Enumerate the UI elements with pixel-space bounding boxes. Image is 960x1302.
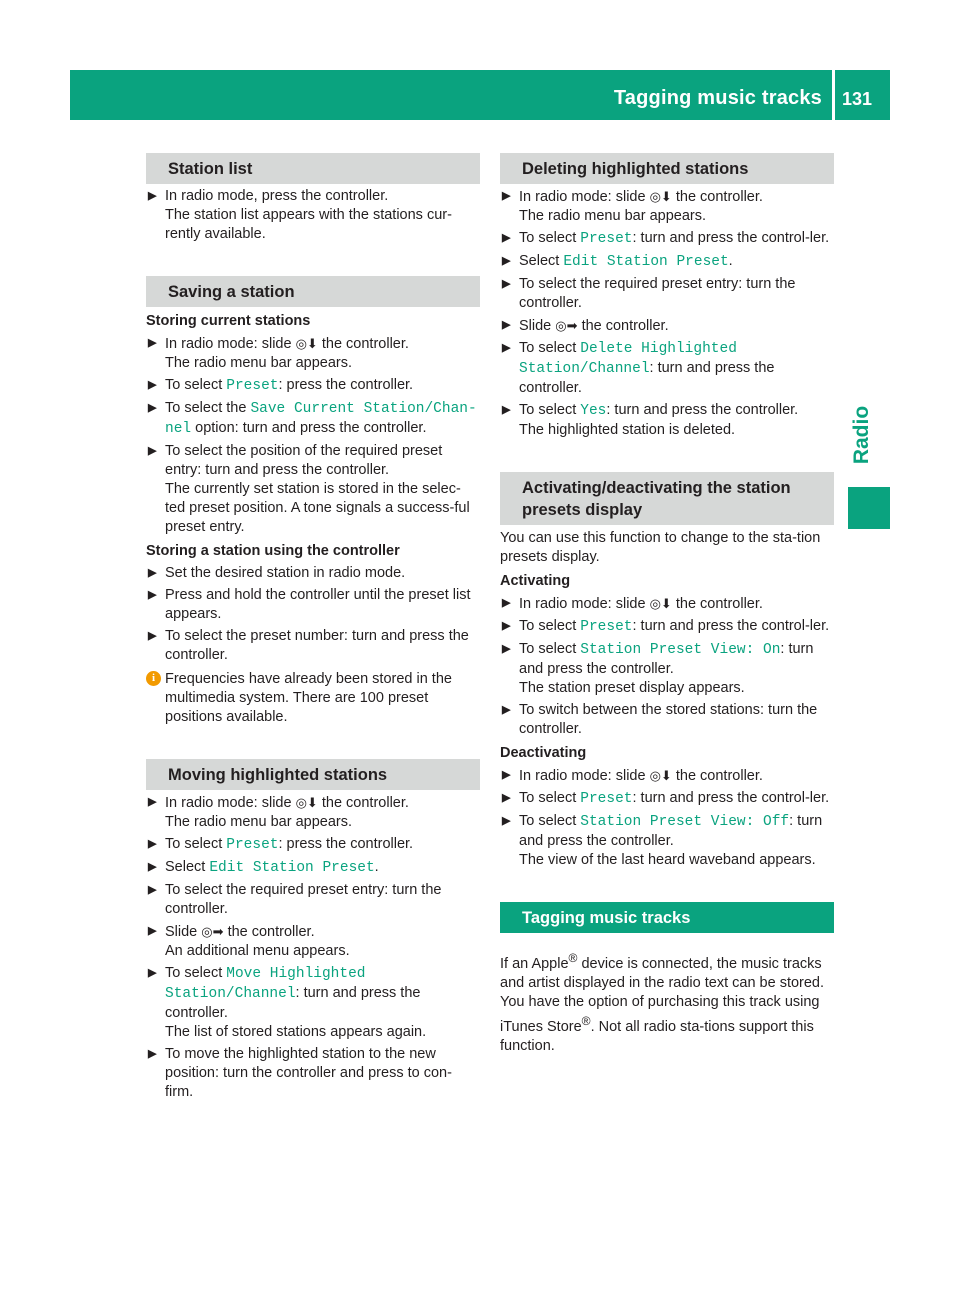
subheading: Deactivating bbox=[500, 745, 587, 761]
instruction-step: ▶ Set the desired station in radio mode. bbox=[148, 565, 406, 581]
step-arrow-icon: ▶ bbox=[148, 402, 157, 414]
side-tab-label: Radio bbox=[850, 405, 874, 465]
instruction-step: ▶ Press and hold the controller until the preset list appears. bbox=[148, 587, 471, 622]
step-arrow-icon: ▶ bbox=[502, 404, 511, 416]
step-arrow-icon: ▶ bbox=[148, 1048, 157, 1060]
page-title: Tagging music tracks bbox=[613, 87, 822, 109]
subheading: Activating bbox=[500, 573, 571, 589]
instruction-step: ▶ Slide ◎➡ the controller. An additional menu appears. bbox=[148, 924, 350, 959]
instruction-step: ▶ In radio mode: slide ◎⬇ the controller. The radio menu bar appears. bbox=[148, 795, 409, 830]
menu-item-text: Save Current Station/Chan-nel bbox=[165, 401, 477, 437]
menu-item-text: Move Highlighted Station/Channel bbox=[165, 966, 366, 1002]
instruction-step: ▶ To select the Save Current Station/Chan-nel option: turn and press the controller. bbox=[148, 400, 477, 437]
menu-item-text: Preset bbox=[580, 791, 633, 807]
step-arrow-icon: ▶ bbox=[502, 319, 511, 331]
instruction-step: ▶ In radio mode: slide ◎⬇ the controller. The radio menu bar appears. bbox=[148, 336, 409, 371]
step-arrow-icon: ▶ bbox=[502, 255, 511, 267]
instruction-step: ▶ Slide ◎➡ the controller. bbox=[502, 318, 669, 334]
menu-item-text: Preset bbox=[580, 231, 633, 247]
menu-item-text: Edit Station Preset bbox=[209, 860, 375, 876]
step-arrow-icon: ▶ bbox=[502, 597, 511, 609]
step-arrow-icon: ▶ bbox=[502, 704, 511, 716]
section-heading-moving: Moving highlighted stations bbox=[146, 759, 480, 790]
instruction-step: ▶ In radio mode: slide ◎⬇ the controller. bbox=[502, 596, 763, 612]
controller-slide-right-icon: ◎➡ bbox=[201, 924, 224, 939]
instruction-step: ▶ To select Station Preset View: On: turn and press the controller. The station preset display appears. bbox=[502, 641, 814, 696]
step-arrow-icon: ▶ bbox=[502, 278, 511, 290]
step-arrow-icon: ▶ bbox=[148, 796, 157, 808]
step-arrow-icon: ▶ bbox=[148, 861, 157, 873]
instruction-step: ▶ To select the required preset entry: turn the controller. bbox=[148, 882, 442, 917]
section-heading-saving: Saving a station bbox=[146, 276, 480, 307]
info-icon: i bbox=[146, 671, 161, 686]
instruction-step: ▶ To move the highlighted station to the new position: turn the controller and press to con-firm. bbox=[148, 1046, 452, 1100]
instruction-step: ▶ To select the required preset entry: turn the controller. bbox=[502, 276, 796, 311]
controller-slide-down-icon: ◎⬇ bbox=[295, 336, 318, 351]
instruction-step: ▶ To select Preset: press the controller. bbox=[148, 377, 414, 394]
instruction-step: ▶ To select Station Preset View: Off: turn and press the controller. The view of the last heard waveband appears. bbox=[502, 813, 823, 868]
info-note: i Frequencies have already been stored in the multimedia system. There are 100 preset positions available. bbox=[146, 670, 480, 727]
tagging-paragraph: If an Apple® device is connected, the music tracks and artist displayed in the radio text can be stored. You have the option of purchasing this track using iTunes Store®. Not all radio sta-tions support this function. bbox=[500, 951, 825, 1054]
step-arrow-icon: ▶ bbox=[148, 379, 157, 391]
menu-item-text: Edit Station Preset bbox=[563, 254, 729, 270]
instruction-step: ▶ Select Edit Station Preset. bbox=[148, 859, 379, 876]
step-arrow-icon: ▶ bbox=[148, 567, 157, 579]
step-arrow-icon: ▶ bbox=[148, 925, 157, 937]
section-heading-tagging: Tagging music tracks bbox=[500, 902, 834, 933]
menu-item-text: Station Preset View: On bbox=[580, 642, 781, 658]
step-arrow-icon: ▶ bbox=[148, 445, 157, 457]
instruction-step: ▶ To select Preset: turn and press the control-ler. bbox=[502, 230, 830, 247]
step-arrow-icon: ▶ bbox=[148, 630, 157, 642]
menu-item-text: Yes bbox=[580, 403, 607, 419]
instruction-step: ▶ To select Preset: turn and press the control-ler. bbox=[502, 790, 830, 807]
step-arrow-icon: ▶ bbox=[502, 232, 511, 244]
menu-item-text: Delete Highlighted Station/Channel bbox=[519, 341, 737, 377]
step-arrow-icon: ▶ bbox=[148, 190, 157, 202]
controller-slide-down-icon: ◎⬇ bbox=[649, 596, 672, 611]
instruction-step: ▶ To select Move Highlighted Station/Channel: turn and press the controller. The list of stored stations appears again. bbox=[148, 965, 427, 1040]
step-arrow-icon: ▶ bbox=[502, 792, 511, 804]
subheading: Storing current stations bbox=[146, 313, 311, 329]
section-heading-deleting: Deleting highlighted stations bbox=[500, 153, 834, 184]
step-arrow-icon: ▶ bbox=[502, 190, 511, 202]
step-arrow-icon: ▶ bbox=[148, 967, 157, 979]
controller-slide-down-icon: ◎⬇ bbox=[295, 795, 318, 810]
instruction-step: ▶ In radio mode: slide ◎⬇ the controller. The radio menu bar appears. bbox=[502, 189, 763, 224]
step-arrow-icon: ▶ bbox=[148, 589, 157, 601]
menu-item-text: Preset bbox=[580, 619, 633, 635]
instruction-step: ▶ To switch between the stored stations: turn the controller. bbox=[502, 702, 818, 737]
step-arrow-icon: ▶ bbox=[148, 337, 157, 349]
instruction-step: ▶ Select Edit Station Preset. bbox=[502, 253, 733, 270]
registered-mark: ® bbox=[568, 951, 578, 965]
subheading: Storing a station using the controller bbox=[146, 543, 400, 559]
side-tab bbox=[835, 395, 890, 475]
instruction-step: ▶ To select the preset number: turn and press the controller. bbox=[148, 628, 469, 663]
page-number: 131 bbox=[842, 89, 873, 109]
step-arrow-icon: ▶ bbox=[502, 620, 511, 632]
instruction-step: ▶ In radio mode, press the controller. The station list appears with the stations cur-rently available. bbox=[148, 188, 452, 242]
left-column bbox=[146, 153, 480, 1102]
controller-slide-right-icon: ◎➡ bbox=[555, 318, 578, 333]
section-heading-activating: Activating/deactivating the station presets display bbox=[500, 472, 834, 525]
right-column bbox=[500, 153, 834, 1056]
step-arrow-icon: ▶ bbox=[502, 643, 511, 655]
instruction-step: ▶ To select Preset: turn and press the control-ler. bbox=[502, 618, 830, 635]
registered-mark: ® bbox=[581, 1013, 591, 1028]
menu-item-text: Preset bbox=[226, 378, 279, 394]
instruction-step: ▶ In radio mode: slide ◎⬇ the controller. bbox=[502, 768, 763, 784]
intro-paragraph: You can use this function to change to the sta-tion presets display. bbox=[500, 530, 821, 565]
step-arrow-icon: ▶ bbox=[502, 342, 511, 354]
menu-item-text: Station Preset View: Off bbox=[580, 814, 790, 830]
step-arrow-icon: ▶ bbox=[502, 815, 511, 827]
step-arrow-icon: ▶ bbox=[502, 769, 511, 781]
controller-slide-down-icon: ◎⬇ bbox=[649, 189, 672, 204]
side-tab-marker bbox=[848, 487, 890, 529]
menu-item-text: Preset bbox=[226, 837, 279, 853]
step-arrow-icon: ▶ bbox=[148, 838, 157, 850]
header-separator bbox=[832, 70, 835, 120]
step-arrow-icon: ▶ bbox=[148, 884, 157, 896]
instruction-step: ▶ To select Preset: press the controller. bbox=[148, 836, 414, 853]
controller-slide-down-icon: ◎⬇ bbox=[649, 768, 672, 783]
instruction-step: ▶ To select Yes: turn and press the controller. The highlighted station is deleted. bbox=[502, 402, 799, 438]
instruction-step: ▶ To select Delete Highlighted Station/Channel: turn and press the controller. bbox=[502, 340, 775, 396]
instruction-step: ▶ To select the position of the required preset entry: turn and press the controller. The currently set station is stored in the selec-ted preset position. A tone signals a success-ful preset entry. bbox=[148, 443, 470, 535]
section-heading-station-list: Station list bbox=[146, 153, 480, 184]
